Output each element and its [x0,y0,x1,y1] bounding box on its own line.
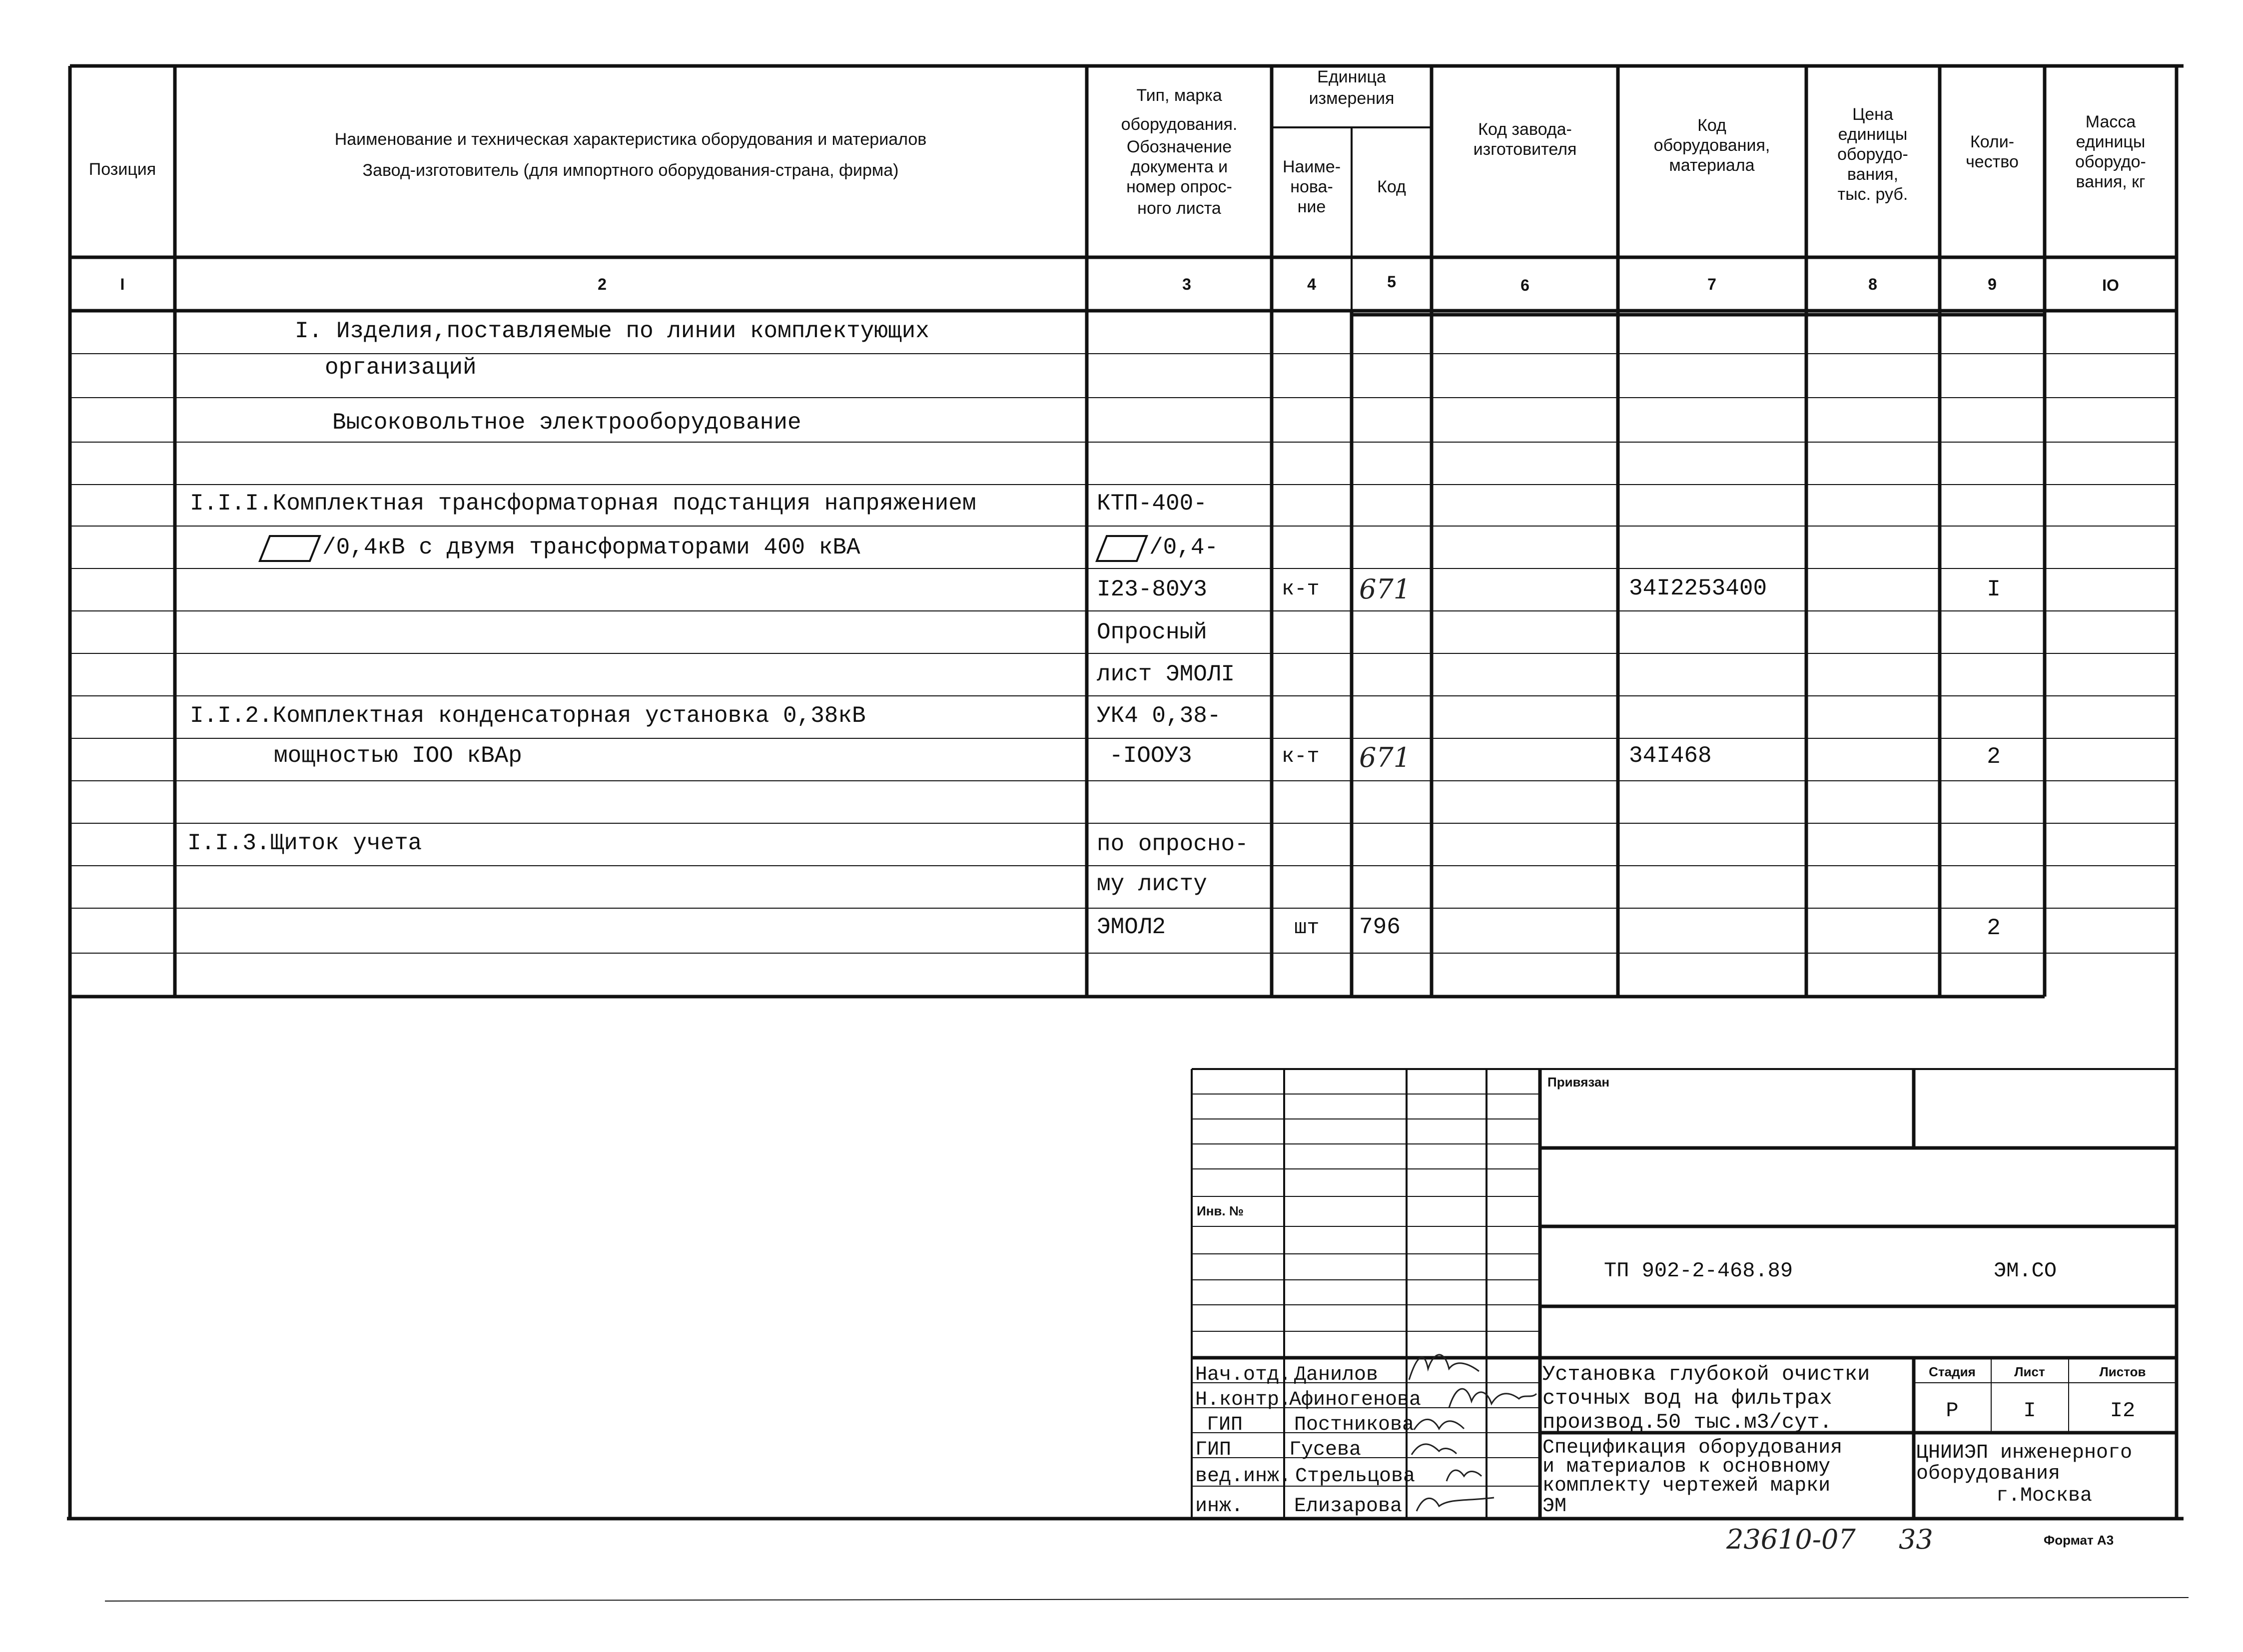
item-3-unit: шт [1294,916,1320,940]
header-mass-l1: Масса [2085,112,2136,131]
header-position: Позиция [88,160,156,179]
item-3-name: I.I.3.Щиток учета [187,830,422,856]
name-6: Елизарова [1294,1495,1403,1518]
role-4: ГИП [1195,1439,1232,1461]
stage-label: Стадия [1929,1364,1976,1379]
item-2-name-line2: мощностью IOO кВАр [274,743,522,769]
colnum-3: 3 [1182,275,1191,293]
item-1-qty: I [1987,576,2001,602]
role-6: инж. [1195,1495,1244,1518]
header-unit-l2: измерения [1309,89,1395,108]
outer-frame [67,66,2184,1519]
item-1-type-line3: I23-80У3 [1097,576,1207,602]
doc-title-line3: комплекту чертежей марки [1542,1475,1831,1497]
item-1-type-line2: /0,4- [1149,535,1219,560]
title-block-text [1195,1075,2146,1518]
item-2-type-line2: -IOOУ3 [1109,743,1192,769]
header-qty-l1: Коли- [1970,132,2015,151]
doc-title-line2: и материалов к основному [1542,1456,1831,1478]
item-2-equip-code: 34I468 [1629,743,1712,769]
colnum-6: 6 [1520,276,1529,294]
role-2: Н.контр. [1195,1389,1292,1411]
header-equip-code-l1: Код [1697,116,1726,135]
name-2: Афиногенова [1289,1389,1422,1411]
signature-2 [1449,1389,1536,1408]
signature-6 [1417,1498,1494,1511]
archive-number: 23610-07 [1726,1524,1856,1555]
paper-format: Формат А3 [2044,1533,2114,1548]
item-1-unit-code: 671 [1359,573,1411,605]
header-name-line1: Наименование и техническая характеристика оборудования и материалов [334,130,927,149]
organization-line2: оборудования [1916,1463,2061,1485]
project-title-line1: Установка глубокой очистки [1542,1362,1870,1386]
header-price-l2: единицы [1838,125,1908,144]
sheets-label: Листов [2099,1364,2146,1379]
item-2-type-line1: УК4 0,38- [1097,703,1221,729]
header-price-l1: Цена [1852,105,1893,124]
voltage-blank-box [260,536,320,561]
colnum-8: 8 [1868,275,1877,293]
item-1-unit: к-т [1282,577,1320,601]
table-body [187,318,2001,941]
project-title-line2: сточных вод на фильтрах [1542,1386,1832,1410]
sheet-value: I [2023,1399,2036,1423]
doc-title-line4: ЭМ [1542,1495,1567,1518]
header-mass-l3: оборудо- [2075,152,2146,171]
colnum-9: 9 [1988,275,1997,293]
item-3-qty: 2 [1987,915,2001,941]
doc-title-line1: Спецификация оборудования [1542,1437,1843,1459]
item-3-type-line1: по опросно- [1097,831,1249,857]
item-1-equip-code: 34I2253400 [1629,575,1767,601]
header-type-l1: Тип, марка [1136,86,1222,105]
drawing-mark: ЭМ.СО [1994,1259,2057,1283]
header-qty-l2: чество [1966,152,2019,171]
column-numbers [120,273,2119,294]
colnum-10: IO [2102,276,2119,294]
header-unit-l1: Единица [1317,67,1386,86]
name-3: Постникова [1294,1414,1415,1436]
header-equip-code-l2: оборудования, [1653,136,1770,155]
colnum-2: 2 [598,275,607,293]
header-unit-name-l2: нова- [1290,177,1333,196]
voltage-blank-box-type [1097,536,1147,561]
item-2-name-line1: I.I.2.Комплектная конденсаторная установка 0,38кВ [190,703,866,729]
header-type-l3: Обозначение [1126,137,1232,156]
header-price-l4: вания, [1847,165,1899,184]
item-3-type-line3: ЭМОЛ2 [1097,914,1166,940]
header-price-l3: оборудо- [1837,145,1908,164]
section-title-line1: I. Изделия,поставляемые по линии комплектующих [295,318,929,344]
colnum-7: 7 [1707,275,1716,293]
privyazan-label: Привязан [1547,1075,1610,1090]
role-1: Нач.отд. [1195,1364,1292,1386]
header-unit-name-l1: Наиме- [1282,157,1341,176]
organization-line3: г.Москва [1996,1485,2093,1507]
role-3: ГИП [1207,1414,1243,1436]
item-2-unit-code: 671 [1359,742,1411,773]
inventory-number-label: Инв. № [1197,1203,1244,1218]
sheet-label: Лист [2014,1364,2045,1379]
name-4: Гусева [1289,1439,1362,1461]
organization-line1: ЦНИИЭП инженерного [1916,1442,2133,1464]
item-3-unit-code: 796 [1359,914,1401,940]
item-1-type-line5: лист ЭМОЛI [1097,661,1235,687]
header-factory-code-l1: Код завода- [1478,120,1572,139]
project-title-line3: производ.50 тыс.м3/сут. [1542,1410,1832,1434]
table-header [89,67,2146,218]
item-1-name-line1: I.I.I.Комплектная трансформаторная подстанция напряжением [190,491,976,517]
sheets-value: I2 [2110,1399,2136,1423]
colnum-1: I [120,275,125,293]
colnum-4: 4 [1307,275,1316,293]
item-3-type-line2: му листу [1097,871,1207,897]
subsection-title: Высоковольтное электрооборудование [332,410,801,436]
stage-value: Р [1946,1399,1959,1423]
signature-3 [1414,1419,1464,1430]
item-1-type-line4: Опросный [1097,619,1207,645]
role-5: вед.инж. [1195,1465,1292,1488]
header-price-l5: тыс. руб. [1837,185,1908,204]
item-1-type-line1: КТП-400- [1097,491,1207,517]
header-equip-code-l3: материала [1669,156,1755,175]
header-type-l6: ного листа [1137,199,1221,218]
name-1: Данилов [1294,1364,1379,1386]
header-unit-name-l3: ние [1297,197,1326,216]
header-name-line2: Завод-изготовитель (для импортного оборудования-страна, фирма) [362,161,899,180]
signature-5 [1447,1470,1482,1481]
header-mass-l4: вания, кг [2076,172,2146,191]
colnum-5: 5 [1387,273,1396,291]
header-type-l4: документа и [1130,157,1228,176]
document-code: ТП 902-2-468.89 [1604,1259,1793,1283]
header-mass-l2: единицы [2076,132,2146,151]
item-1-name-line2: /0,4кВ с двумя трансформаторами 400 кВА [322,535,860,560]
footer [105,1524,2189,1601]
header-factory-code-l2: изготовителя [1473,140,1577,159]
item-2-qty: 2 [1987,744,2001,770]
header-type-l2: оборудования. [1121,115,1238,134]
signature-4 [1412,1444,1457,1455]
header-type-l5: номер опрос- [1126,177,1232,196]
name-5: Стрельцова [1295,1465,1416,1488]
page-number: 33 [1899,1524,1933,1555]
item-2-unit: к-т [1282,744,1320,768]
header-unit-code: Код [1377,177,1406,196]
section-title-line2: организаций [325,355,477,381]
